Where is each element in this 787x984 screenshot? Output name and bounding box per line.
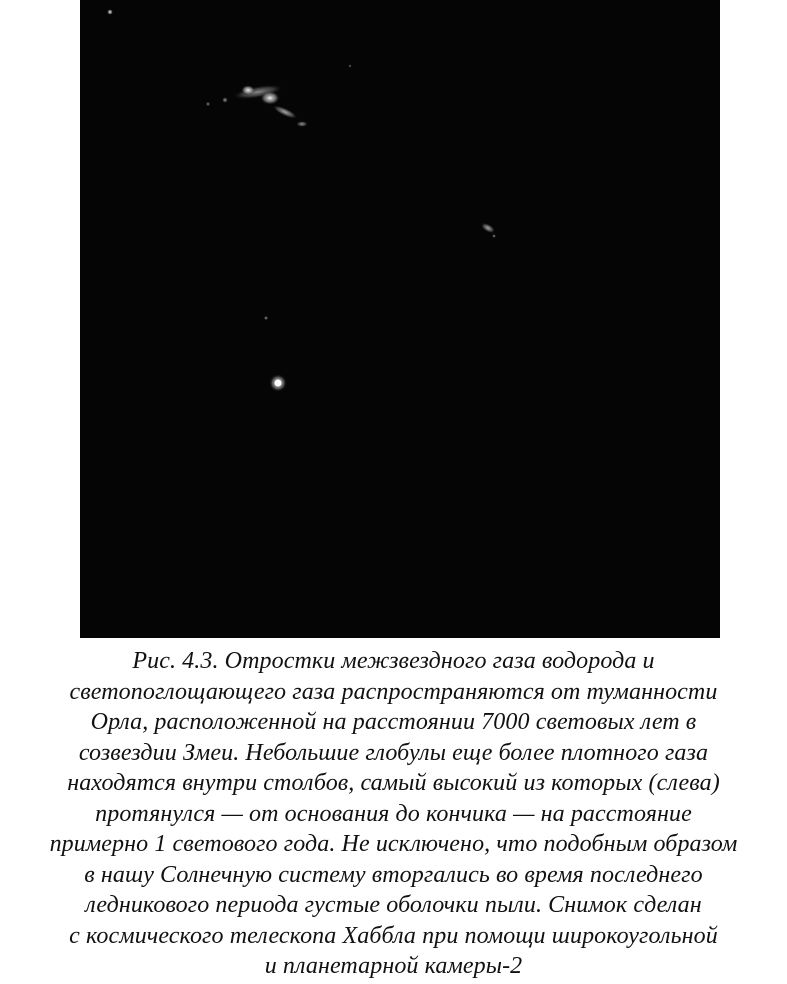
- star-top-left: [107, 9, 113, 15]
- gas-wisp-upper: [206, 82, 309, 127]
- figure-caption: [20, 646, 767, 982]
- caption-line-1: Рис. 4.3. Отростки межзвездного газа водорода и: [132, 648, 655, 674]
- caption-line-8: в нашу Солнечную систему вторгались во время последнего: [84, 861, 703, 888]
- faint-star-top: [349, 65, 351, 67]
- caption-line-5: находятся внутри столбов, самый высокий из которых (слева): [67, 770, 720, 796]
- caption-line-7: примерно 1 светового года. Не исключено, что подобным образом: [49, 831, 738, 857]
- caption-line-6: протянулся — от основания до кончика — на расстояние: [95, 800, 692, 827]
- caption-line-4: созвездии Змеи. Небольшие глобулы еще более плотного газа: [78, 739, 709, 766]
- gas-wisp-right: [479, 221, 497, 238]
- nebula-photo: [80, 0, 720, 638]
- caption-line-10: с космического телескопа Хаббла при помощи широкоугольной: [69, 922, 718, 949]
- caption-line-11: и планетарной камеры-2: [264, 953, 523, 979]
- caption-line-9: ледникового периода густые оболочки пыли. Снимок сделан: [85, 892, 702, 918]
- caption-line-2: светопоглощающего газа распространяются от туманности: [69, 678, 718, 705]
- caption-line-3: Орла, расположенной на расстоянии 7000 световых лет в: [90, 709, 697, 735]
- bright-star-lower: [269, 374, 287, 392]
- nebula-photo-drawing: [80, 0, 720, 638]
- faint-star-center: [265, 317, 268, 320]
